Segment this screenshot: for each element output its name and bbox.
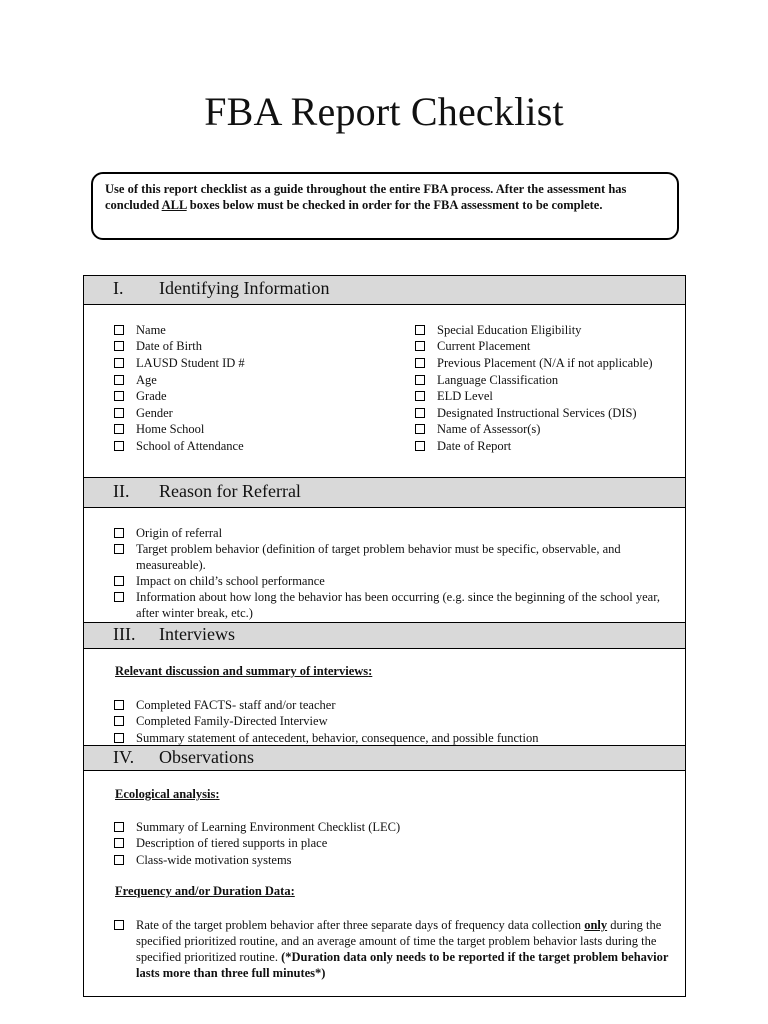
notice-text-2: boxes below must be checked in order for the FBA assessment to be complete. [186, 198, 603, 212]
rate-description: Rate of the target problem behavior after three separate days of frequency data collection only during the specified prioritized routine, and an average amount of time the target problem behavior lasts during the specified prioritized routine. (*Duration data only needs to be reported if the target problem behavior lasts more than three full minutes*) [136, 918, 669, 980]
checkbox[interactable] [114, 838, 124, 848]
checkbox[interactable] [114, 855, 124, 865]
checkbox[interactable] [114, 920, 124, 930]
checkbox[interactable] [415, 341, 425, 351]
checkbox[interactable] [114, 424, 124, 434]
checkbox[interactable] [415, 391, 425, 401]
section-3-header [84, 622, 685, 649]
section-2-title: Reason for Referral [159, 481, 301, 501]
checklist-table: I. Identifying Information Name Date of Birth LAUSD Student ID # Age Grade Gender Home School School of Attendance Special Education Eligibility Current Placement Previous Placement (N/A if not applicable) Language Classification ELD Level Designated Instructional Services (DIS) Name of Assessor(s) Date of Report II. Reason for Referral Origin of referral Target problem behavior (definition of target problem behavior must be specific, observable, and measureable). Impact on child’s school performance Information about how long the behavior has been occurring (e.g. since the beginning of the school year, after winter break, etc.) III. Interviews Relevant discussion and summary of interviews: Completed FACTS- staff and/or teacher Completed Family-Directed Interview Summary statement of antecedent, behavior, consequence, and possible function IV. Observations Ecological analysis: Summary of Learning Environment Checklist (LEC) Description of tiered supports in place Class-wide motivation systems Frequency and/or Duration Data: Rate of the target problem behavior after three separate days of frequency data collection only during the specified prioritized routine, and an average amount of time the target problem behavior lasts during the specified prioritized routine. (*Duration data only needs to be reported if the target problem behavior lasts more than three full minutes*) [83, 275, 686, 997]
checkbox[interactable] [114, 341, 124, 351]
checkbox[interactable] [114, 592, 124, 602]
checkbox[interactable] [114, 716, 124, 726]
ecological-analysis-subheading: Ecological analysis: [115, 787, 220, 801]
section-1-title: Identifying Information [159, 278, 330, 298]
page-title: FBA Report Checklist [204, 89, 564, 134]
checkbox[interactable] [114, 408, 124, 418]
section-3-title: Interviews [159, 624, 235, 644]
checkbox[interactable] [114, 528, 124, 538]
checkbox[interactable] [415, 325, 425, 335]
instructions-box [91, 172, 679, 240]
interviews-subheading: Relevant discussion and summary of interviews: [115, 664, 373, 678]
section-3-number: III. [113, 624, 136, 644]
section-1-header [84, 275, 685, 305]
section-4-title: Observations [159, 747, 254, 767]
checkbox[interactable] [415, 408, 425, 418]
section-4-number: IV. [113, 747, 135, 767]
section-2-number: II. [113, 481, 130, 501]
checkbox[interactable] [415, 424, 425, 434]
notice-emphasis: ALL [161, 198, 187, 212]
checkbox[interactable] [415, 441, 425, 451]
section-1-number: I. [113, 278, 124, 298]
section-4-header [84, 745, 685, 771]
checkbox[interactable] [114, 700, 124, 710]
checkbox[interactable] [114, 544, 124, 554]
checkbox[interactable] [114, 391, 124, 401]
notice-text-1: Use of this report checklist as a guide throughout the entire FBA process. After the assessment has concluded [105, 182, 627, 212]
frequency-data-subheading: Frequency and/or Duration Data: [115, 884, 295, 898]
checkbox[interactable] [114, 358, 124, 368]
checkbox[interactable] [415, 358, 425, 368]
checkbox[interactable] [415, 375, 425, 385]
checkbox[interactable] [114, 375, 124, 385]
checkbox[interactable] [114, 441, 124, 451]
checkbox[interactable] [114, 822, 124, 832]
checkbox[interactable] [114, 733, 124, 743]
checkbox[interactable] [114, 576, 124, 586]
section-2-header [84, 477, 685, 508]
checkbox[interactable] [114, 325, 124, 335]
